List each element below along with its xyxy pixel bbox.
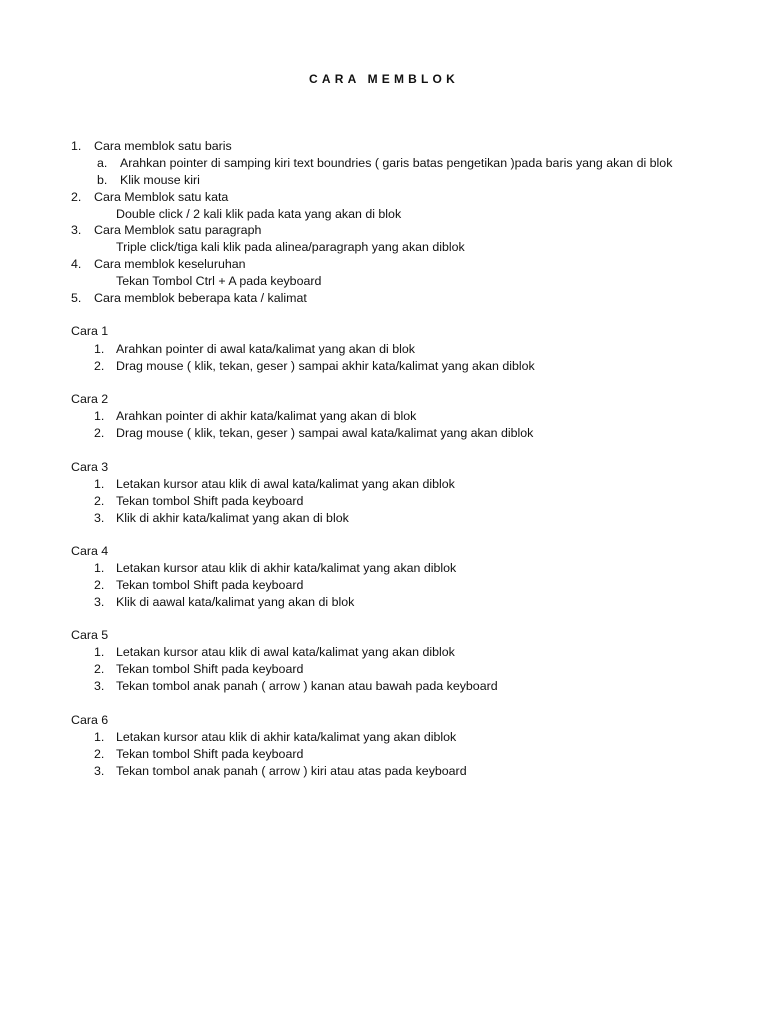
list-text: Letakan kursor atau klik di akhir kata/kalimat yang akan diblok (116, 730, 457, 744)
list-text: Cara Memblok satu paragraph (94, 223, 262, 237)
list-marker: 2. (94, 494, 105, 508)
list-marker: 5. (71, 291, 82, 305)
list-text: Drag mouse ( klik, tekan, geser ) sampai awal kata/kalimat yang akan diblok (116, 426, 534, 440)
list-marker: 1. (94, 409, 105, 423)
list-text: Triple click/tiga kali klik pada alinea/paragraph yang akan diblok (116, 240, 465, 254)
list-text: Drag mouse ( klik, tekan, geser ) sampai akhir kata/kalimat yang akan diblok (116, 359, 535, 373)
list-marker: 2. (94, 359, 105, 373)
list-text: Tekan tombol Shift pada keyboard (116, 662, 304, 676)
list-text: Arahkan pointer di awal kata/kalimat yang akan di blok (116, 342, 415, 356)
section-heading: Cara 5 (71, 628, 109, 642)
list-text: Cara memblok satu baris (94, 139, 232, 153)
list-marker: a. (97, 156, 108, 170)
list-marker: 3. (94, 511, 105, 525)
list-marker: 1. (94, 645, 105, 659)
list-text: Tekan tombol anak panah ( arrow ) kiri atau atas pada keyboard (116, 764, 467, 778)
list-marker: 2. (94, 426, 105, 440)
list-marker: 2. (94, 747, 105, 761)
list-marker: 3. (94, 679, 105, 693)
list-marker: 2. (71, 190, 82, 204)
list-text: Cara Memblok satu kata (94, 190, 229, 204)
list-text: Double click / 2 kali klik pada kata yang akan di blok (116, 207, 402, 221)
list-text: Klik di akhir kata/kalimat yang akan di blok (116, 511, 349, 525)
list-text: Tekan Tombol Ctrl + A pada keyboard (116, 274, 322, 288)
section-heading: Cara 2 (71, 392, 109, 406)
list-marker: b. (97, 173, 108, 187)
list-marker: 3. (71, 223, 82, 237)
list-text: Klik mouse kiri (120, 173, 200, 187)
list-text: Klik di aawal kata/kalimat yang akan di blok (116, 595, 355, 609)
list-marker: 4. (71, 257, 82, 271)
list-text: Letakan kursor atau klik di akhir kata/kalimat yang akan diblok (116, 561, 457, 575)
list-marker: 1. (94, 342, 105, 356)
list-text: Tekan tombol Shift pada keyboard (116, 494, 304, 508)
list-text: Tekan tombol Shift pada keyboard (116, 578, 304, 592)
list-text: Cara memblok beberapa kata / kalimat (94, 291, 307, 305)
list-text: Arahkan pointer di akhir kata/kalimat yang akan di blok (116, 409, 417, 423)
list-marker: 2. (94, 662, 105, 676)
list-marker: 1. (71, 139, 82, 153)
list-text: Tekan tombol Shift pada keyboard (116, 747, 304, 761)
list-marker: 1. (94, 561, 105, 575)
section-heading: Cara 4 (71, 544, 109, 558)
list-marker: 3. (94, 595, 105, 609)
section-heading: Cara 1 (71, 324, 109, 338)
section-heading: Cara 3 (71, 460, 109, 474)
list-marker: 3. (94, 764, 105, 778)
list-text: Cara memblok keseluruhan (94, 257, 246, 271)
section-heading: Cara 6 (71, 713, 109, 727)
list-text: Letakan kursor atau klik di awal kata/kalimat yang akan diblok (116, 645, 455, 659)
page-title: CARA MEMBLOK (309, 72, 459, 86)
list-marker: 1. (94, 730, 105, 744)
list-marker: 1. (94, 477, 105, 491)
list-text: Letakan kursor atau klik di awal kata/kalimat yang akan diblok (116, 477, 455, 491)
list-text: Arahkan pointer di samping kiri text boundries ( garis batas pengetikan )pada baris yang akan di blok (120, 156, 673, 170)
list-text: Tekan tombol anak panah ( arrow ) kanan atau bawah pada keyboard (116, 679, 498, 693)
list-marker: 2. (94, 578, 105, 592)
